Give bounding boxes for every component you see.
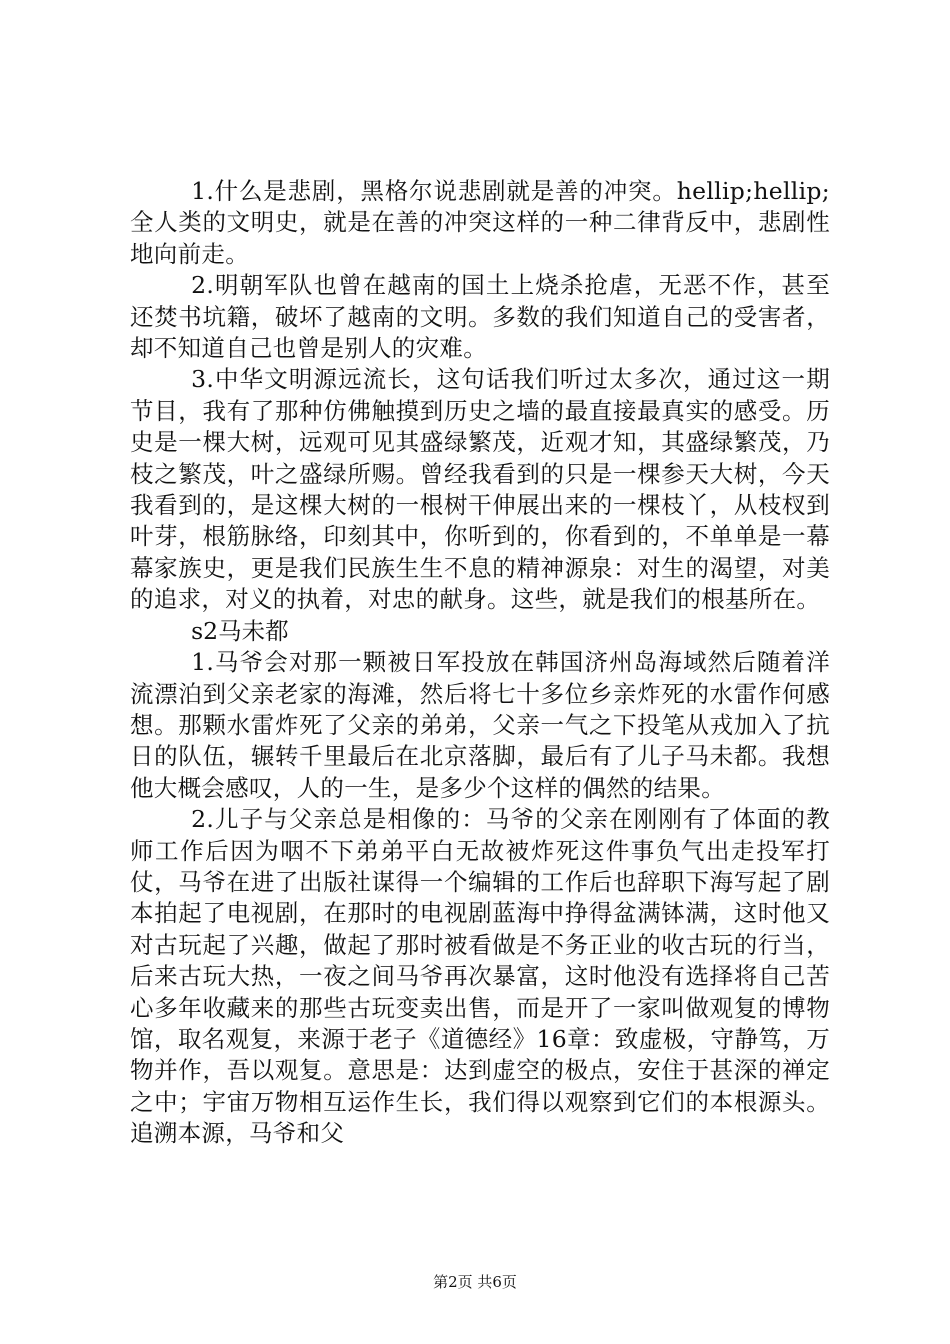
document-body (130, 176, 830, 1150)
paragraph-3: 3.中华文明源远流长，这句话我们听过太多次，通过这一期节目，我有了那种仿佛触摸到历史之墙的最直接最真实的感受。历史是一棵大树，远观可见其盛绿繁茂，近观才知，其盛绿繁茂，乃枝之繁茂，叶之盛绿所赐。曾经我看到的只是一棵参天大树，今天我看到的，是这棵大树的一根树干伸展出来的一棵枝丫，从枝杈到叶芽，根筋脉络，印刻其中，你听到的，你看到的，不单单是一幕幕家族史，更是我们民族生生不息的精神源泉：对生的渴望，对美的追求，对义的执着，对忠的献身。这些，就是我们的根基所在。 (130, 365, 830, 614)
section-paragraph-1: 1.马爷会对那一颗被日军投放在韩国济州岛海域然后随着洋流漂泊到父亲老家的海滩，然后将七十多位乡亲炸死的水雷作何感想。那颗水雷炸死了父亲的弟弟，父亲一气之下投笔从戎加入了抗日的队伍，辗转千里最后在北京落脚，最后有了儿子马未都。我想他大概会感叹，人的一生，是多少个这样的偶然的结果。 (130, 648, 830, 802)
page-number-footer: 第2页 共6页 (433, 1273, 517, 1291)
section-heading: s2马未都 (191, 616, 289, 645)
section-paragraph-2: 2.儿子与父亲总是相像的：马爷的父亲在刚刚有了体面的教师工作后因为咽不下弟弟平白无故被炸死这件事负气出走投军打仗，马爷在进了出版社谋得一个编辑的工作后也辞职下海写起了剧本拍起了电视剧，在那时的电视剧蓝海中挣得盆满钵满，这时他又对古玩起了兴趣，做起了那时被看做是不务正业的收古玩的行当，后来古玩大热，一夜之间马爷再次暴富，这时他没有选择将自己苦心多年收藏来的那些古玩变卖出售，而是开了一家叫做观复的博物馆，取名观复，来源于老子《道德经》16章：致虚极，守静笃，万物并作，吾以观复。意思是：达到虚空的极点，安住于甚深的禅定之中；宇宙万物相互运作生长，我们得以观察到它们的本根源头。追溯本源，马爷和父 (130, 805, 830, 1148)
paragraph-2: 2.明朝军队也曾在越南的国土上烧杀抢虐，无恶不作，甚至还焚书坑籍，破坏了越南的文明。多数的我们知道自己的受害者，却不知道自己也曾是别人的灾难。 (130, 271, 830, 363)
paragraph-1: 1.什么是悲剧，黑格尔说悲剧就是善的冲突。hellip;hellip;全人类的文明史，就是在善的冲突这样的一种二律背反中，悲剧性地向前走。 (130, 177, 830, 268)
